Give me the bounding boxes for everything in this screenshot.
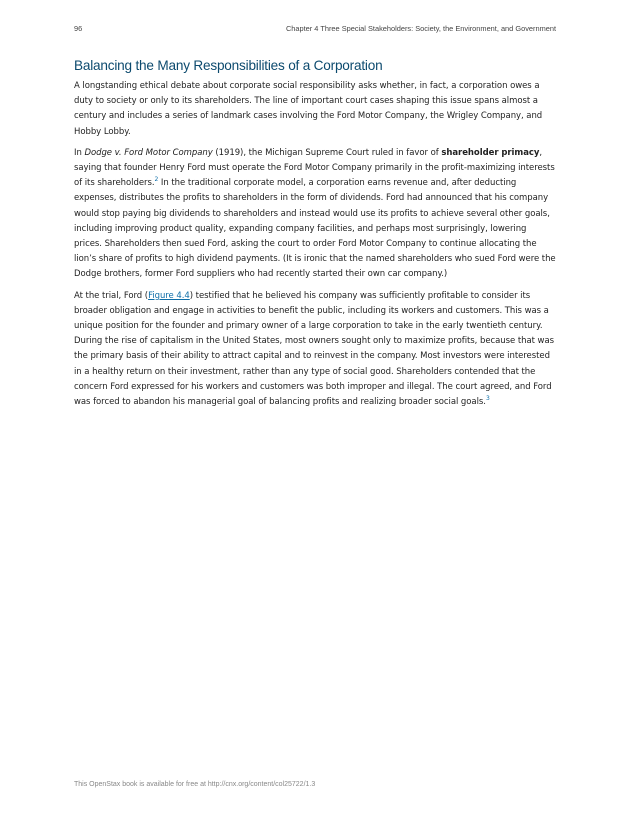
- text-span: (1919), the Michigan Supreme Court ruled in favor of: [212, 147, 442, 158]
- text-span: , saying that founder Henry Ford must operate the Ford Motor Company primarily in the profit-maximizing interests of its shareholders.: [74, 147, 555, 189]
- figure-link[interactable]: Figure 4.4: [148, 290, 190, 301]
- paragraph-1: A longstanding ethical debate about corporate social responsibility asks whether, in fact, a corporation owes a duty to society or only to its shareholders. The line of important court cases shaping this issue spans almost a century and includes a series of landmark cases involving the Ford Motor Company, the Wrigley Company, and Hobby Lobby.: [74, 81, 543, 137]
- page-header: [74, 24, 556, 38]
- text-span: At the trial, Ford (: [74, 290, 149, 301]
- page-footer: This OpenStax book is available for free at http://cnx.org/content/col25722/1.3: [74, 781, 316, 788]
- text-span: ) testified that he believed his company was sufficiently profitable to consider its broader obligation and engage in activities to benefit the public, including its workers and customers. This was a unique position for the founder and primary owner of a large corporation to take in the early twentieth century. During the rise of capitalism in the United States, most owners sought only to maximize profits, because that was the primary basis of their ability to attract capital and to reinvest in the company. Most investors were interested in a healthy return on their investment, rather than any type of social good. Shareholders contended that the concern Ford expressed for his workers and customers was both improper and illegal. The court agreed, and Ford was forced to abandon his managerial goal of balancing profits and realizing broader social goals.: [74, 290, 554, 408]
- paragraph-2: [74, 146, 556, 283]
- case-name: Dodge v. Ford Motor Company: [84, 147, 213, 158]
- text-span: In: [74, 147, 85, 158]
- footnote-link[interactable]: 3: [485, 395, 490, 403]
- main-content: [74, 58, 556, 416]
- chapter-title: Chapter 4 Three Special Stakeholders: Society, the Environment, and Government: [285, 24, 556, 33]
- text-span: In the traditional corporate model, a corporation earns revenue and, after deducting expenses, distributes the profits to shareholders in the form of dividends. Ford had announced that his company would stop paying big dividends to shareholders and instead would use its profits to achieve several other goals, including improving product quality, expanding company facilities, and perhaps most surprisingly, lowering prices. Shareholders then sued Ford, asking the court to order Ford Motor Company to continue allocating the lion’s share of profits to high dividend payments. (It is ironic that the named shareholders who sued Ford were the Dodge brothers, former Ford suppliers who had recently started their own car company.): [74, 178, 556, 280]
- page-number: 96: [74, 24, 83, 33]
- key-term: shareholder primacy: [441, 147, 540, 158]
- footnote-link[interactable]: 2: [154, 176, 159, 184]
- section-heading: Balancing the Many Responsibilities of a Corporation: [74, 58, 383, 73]
- paragraph-3: [74, 289, 556, 411]
